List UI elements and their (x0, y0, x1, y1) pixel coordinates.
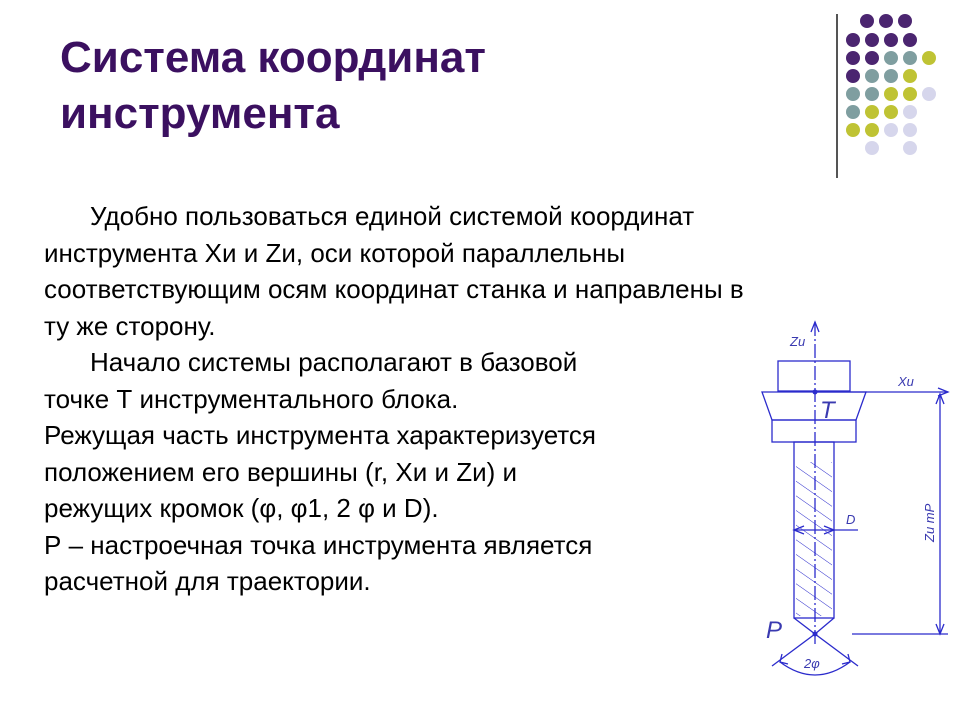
label-t: T (820, 397, 835, 424)
body-line: точке Т инструментального блока. (44, 383, 459, 414)
decor-dot (846, 87, 860, 101)
decor-dot (922, 51, 936, 65)
label-zu-tp: Zu тP (922, 503, 937, 542)
decor-dot (884, 51, 898, 65)
body-line: положением его вершины (r, Хи и Zи) и (44, 456, 518, 487)
slide-title (60, 30, 760, 142)
point-p (813, 632, 818, 637)
decor-dot (846, 69, 860, 83)
label-zu: Zu (790, 334, 806, 349)
decor-dot (922, 87, 936, 101)
decor-dot (865, 51, 879, 65)
decor-divider (836, 14, 838, 178)
tool-coordinate-diagram (748, 316, 960, 714)
tool-hatching (796, 462, 832, 616)
label-xu: Xu (898, 374, 914, 389)
decor-dot (865, 105, 879, 119)
decor-dot (879, 14, 893, 28)
holder-flange (762, 392, 866, 420)
label-d: D (846, 512, 856, 527)
body-line: Начало системы располагают в базовой (90, 347, 578, 377)
decor-dot (903, 69, 917, 83)
decor-dot (884, 33, 898, 47)
decor-dot (903, 87, 917, 101)
body-line: расчетной для траектории. (44, 566, 371, 596)
body-line: Удобно пользоваться единой системой координат (90, 201, 695, 231)
label-2phi: 2φ (804, 656, 820, 671)
decor-dot (903, 141, 917, 155)
holder-collar (772, 420, 856, 442)
body-line: Режущая часть инструмента характеризуется (44, 420, 596, 450)
body-line: Р – настроечная точка инструмента является (44, 529, 593, 560)
decor-dot (865, 87, 879, 101)
decor-dot (884, 87, 898, 101)
decor-dot (884, 105, 898, 119)
decor-dot (865, 123, 879, 137)
point-t (813, 390, 818, 395)
decor-dot (865, 69, 879, 83)
decor-dot (884, 123, 898, 137)
body-line: соответствующим осям координат станка и направлены в (44, 274, 744, 304)
decor-dot (903, 51, 917, 65)
label-p: P (766, 617, 783, 644)
decor-dot (884, 69, 898, 83)
body-line: режущих кромок (φ, φ1, 2 φ и D). (44, 493, 439, 523)
decor-dot (846, 123, 860, 137)
decor-dot (898, 14, 912, 28)
decor-dot-grid (846, 10, 960, 160)
title-line-1: Система координат (60, 33, 486, 82)
decor-dot (903, 105, 917, 119)
title-line-2: инструмента (60, 89, 340, 138)
decor-dot (860, 14, 874, 28)
decor-dot (903, 123, 917, 137)
decor-dot (846, 51, 860, 65)
decor-dot (846, 105, 860, 119)
body-line: ту же сторону. (44, 310, 216, 341)
holder-block (778, 361, 850, 391)
decor-dot (865, 33, 879, 47)
decor-dot (846, 33, 860, 47)
tool-tip (794, 618, 834, 634)
body-line: инструмента Хи и Zи, оси которой параллельны (44, 237, 626, 268)
decor-dot (903, 33, 917, 47)
decor-dot (865, 141, 879, 155)
